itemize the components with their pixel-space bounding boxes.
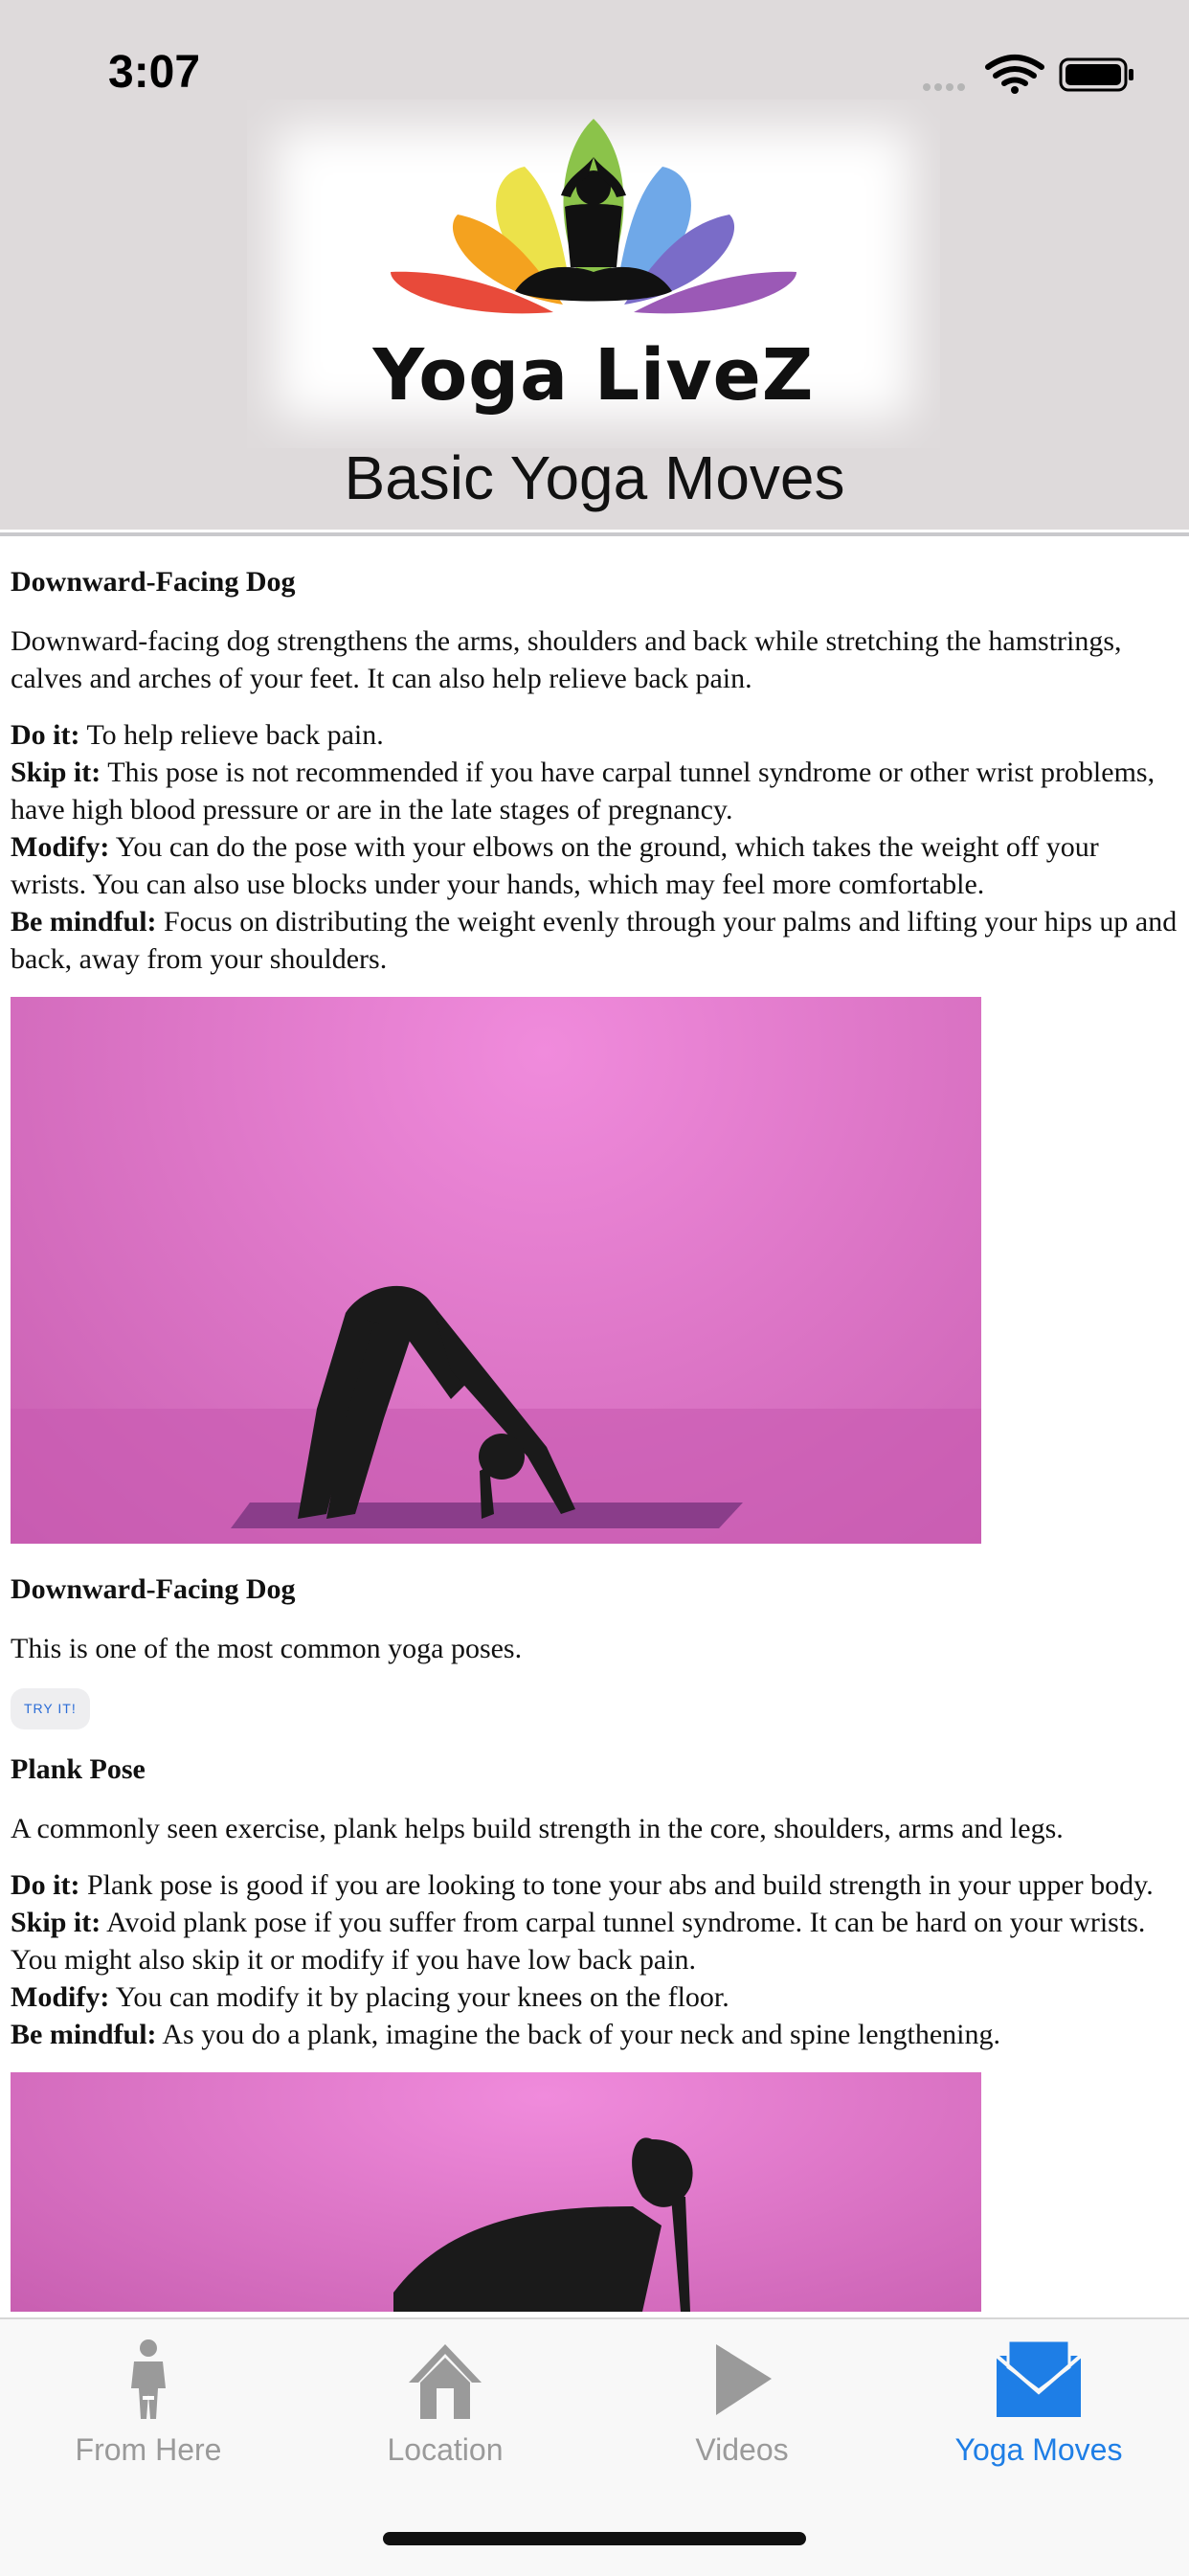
app-header: [0, 0, 1189, 530]
modify-row: [11, 1978, 1178, 2016]
section-description: This is one of the most common yoga poses.: [11, 1633, 523, 1664]
tab-yoga-moves[interactable]: [890, 2339, 1187, 2492]
tab-label: Yoga Moves: [954, 2432, 1123, 2467]
status-time: 3:07: [108, 47, 201, 98]
do-it-row: [11, 1866, 1178, 1904]
lotus-logo-icon: [247, 100, 940, 329]
do-it-text: To help relieve back pain.: [86, 719, 384, 751]
skip-it-text: This pose is not recommended if you have carpal tunnel syndrome or other wrist problems, have high blood pressure or are in the late stages of pregnancy.: [11, 757, 1155, 825]
section-title: Downward-Facing Dog: [11, 566, 296, 598]
skip-it-label: Skip it:: [11, 1907, 101, 1938]
section-title: Plank Pose: [11, 1753, 146, 1785]
person-icon: [120, 2339, 177, 2421]
section-description: A commonly seen exercise, plank helps build strength in the core, shoulders, arms and legs.: [11, 1813, 1064, 1844]
tab-label: Videos: [695, 2432, 789, 2467]
tab-location[interactable]: [297, 2339, 594, 2492]
tab-videos[interactable]: [594, 2339, 890, 2492]
do-it-row: [11, 716, 1178, 754]
signal-icon: [923, 83, 965, 91]
tab-label: From Here: [75, 2432, 222, 2467]
downward-dog-photo: [11, 997, 981, 1544]
modify-text: You can modify it by placing your knees on the floor.: [115, 1981, 729, 2013]
mindful-label: Be mindful:: [11, 906, 157, 938]
status-icons: [919, 54, 1139, 98]
mindful-text: As you do a plank, imagine the back of your neck and spine lengthening.: [162, 2019, 1001, 2050]
skip-it-label: Skip it:: [11, 757, 101, 788]
modify-label: Modify:: [11, 1981, 110, 2013]
mindful-row: [11, 2016, 1178, 2053]
house-icon: [407, 2339, 483, 2421]
do-it-text: Plank pose is good if you are looking to tone your abs and build strength in your upper body.: [86, 1869, 1154, 1901]
section-details: [11, 716, 1178, 978]
play-icon: [708, 2339, 775, 2421]
modify-text: You can do the pose with your elbows on the ground, which takes the weight off your wrists. You can also use blocks under your hands, which may feel more comfortable.: [11, 831, 1099, 900]
skip-it-text: Avoid plank pose if you suffer from carpal tunnel syndrome. It can be hard on your wrists. You might also skip it or modify if you have low back pain.: [11, 1907, 1146, 1976]
skip-it-row: [11, 1904, 1178, 1978]
section-description: Downward-facing dog strengthens the arms, shoulders and back while stretching the hamstrings, calves and arches of your feet. It can also help relieve back pain.: [11, 625, 1122, 694]
modify-row: [11, 828, 1178, 903]
wifi-icon: [988, 57, 1042, 83]
mindful-label: Be mindful:: [11, 2019, 157, 2050]
mindful-text: Focus on distributing the weight evenly through your palms and lifting your hips up and back, away from your shoulders.: [11, 906, 1178, 975]
home-indicator[interactable]: [383, 2532, 806, 2545]
modify-label: Modify:: [11, 831, 110, 863]
plank-photo: [11, 2072, 981, 2312]
tab-from-here[interactable]: [0, 2339, 297, 2492]
yoga-pose-illustration: [11, 997, 981, 1544]
envelope-icon: [995, 2339, 1083, 2421]
logo-text: Yoga LiveZ: [372, 334, 815, 417]
do-it-label: Do it:: [11, 719, 80, 751]
mindful-row: [11, 903, 1178, 978]
tab-label: Location: [387, 2432, 504, 2467]
battery-icon: [1061, 59, 1133, 90]
logo: [247, 100, 940, 448]
wifi-dot: [1011, 86, 1019, 94]
try-it-button[interactable]: TRY IT!: [11, 1688, 90, 1729]
plank-pose-illustration: [11, 2072, 981, 2312]
section-details: [11, 1866, 1178, 2053]
page-title: Basic Yoga Moves: [344, 443, 845, 512]
section-title: Downward-Facing Dog: [11, 1573, 296, 1605]
do-it-label: Do it:: [11, 1869, 80, 1901]
skip-it-row: [11, 754, 1178, 828]
content-scroll[interactable]: [11, 536, 1178, 2317]
